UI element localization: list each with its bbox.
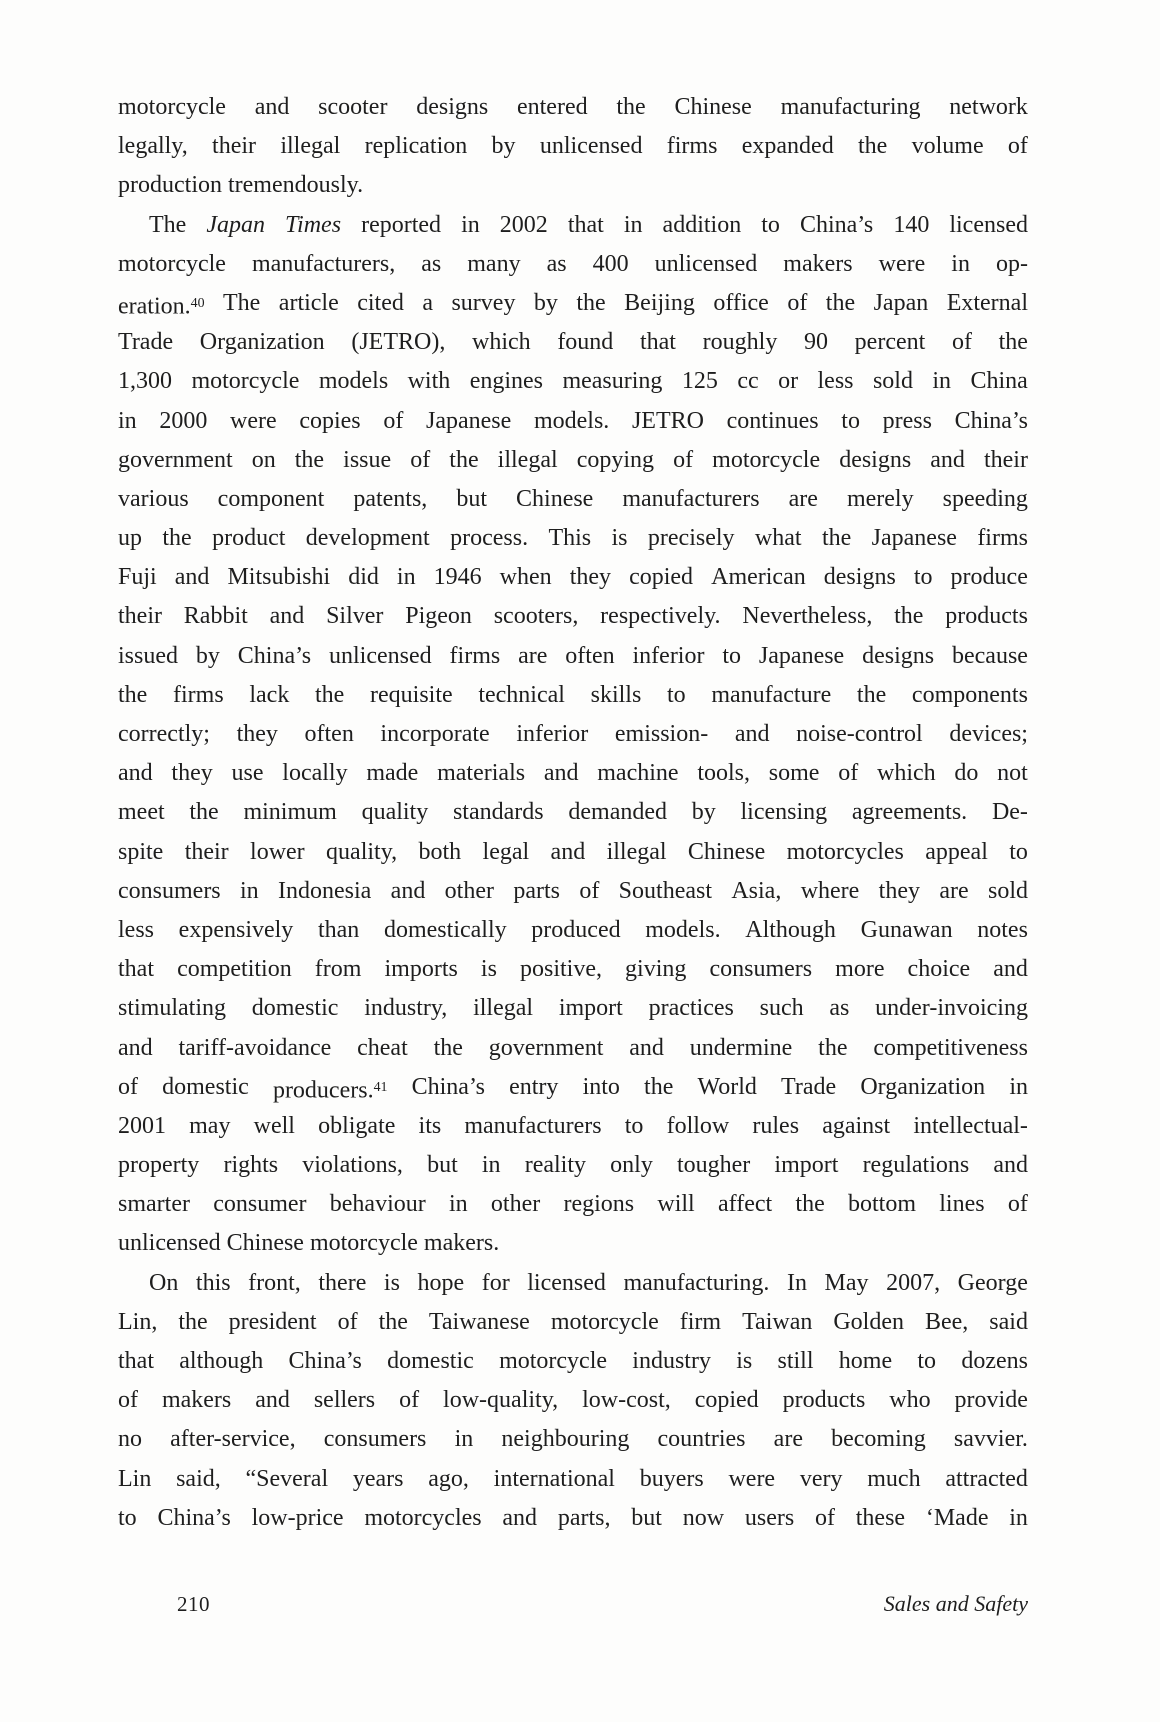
text-line: meet the minimum quality standards demanded by licensing agreements. De- (118, 799, 1028, 826)
text-line: of domestic producers.$^{41}$ China’s entry into the World Trade Organization in (118, 1073, 1028, 1104)
text-line: the firms lack the requisite technical skills to manufacture the components (118, 681, 1028, 708)
text-line: consumers in Indonesia and other parts of Southeast Asia, where they are sold (118, 877, 1028, 904)
text-line: correctly; they often incorporate inferior emission- and noise-control devices; (118, 721, 1028, 747)
paragraph (118, 88, 1028, 206)
text-line: that although China’s domestic motorcycle industry is still home to dozens (118, 1348, 1028, 1374)
body-text (118, 88, 1028, 1538)
text-line: On this front, there is hope for licensed manufacturing. In May 2007, George (149, 1269, 1028, 1296)
text-line: Fuji and Mitsubishi did in 1946 when they copied American designs to produce (118, 564, 1028, 591)
paragraph (118, 1264, 1028, 1538)
text-line: of makers and sellers of low-quality, low-cost, copied products who provide (118, 1387, 1028, 1414)
text-line: issued by China’s unlicensed firms are often inferior to Japanese designs because (118, 642, 1028, 669)
text-line: no after-service, consumers in neighbouring countries are becoming savvier. (118, 1426, 1028, 1453)
text-line: Lin said, “Several years ago, international buyers were very much attracted (118, 1465, 1028, 1492)
text-line: spite their lower quality, both legal and illegal Chinese motorcycles appeal to (118, 838, 1028, 865)
text-line: stimulating domestic industry, illegal import practices such as under-invoicing (118, 995, 1028, 1022)
text-line: motorcycle and scooter designs entered the Chinese manufacturing network (118, 94, 1028, 120)
text-line: property rights violations, but in reality only tougher import regulations and (118, 1152, 1028, 1179)
running-title: Sales and Safety (883, 1591, 1028, 1616)
text-line: eration.$^{40}$ The article cited a survey by the Beijing office of the Japan External (118, 289, 1028, 320)
text-line: various component patents, but Chinese manufacturers are merely speeding (118, 485, 1028, 512)
page-number: 210 (177, 1592, 210, 1616)
text-line: unlicensed Chinese motorcycle makers. (118, 1230, 500, 1257)
text-line: up the product development process. This is precisely what the Japanese firms (118, 525, 1028, 552)
text-line: 2001 may well obligate its manufacturers to follow rules against intellectual- (118, 1112, 1028, 1139)
text-line: 1,300 motorcycle models with engines measuring 125 cc or less sold in China (118, 368, 1028, 395)
text-line: their Rabbit and Silver Pigeon scooters, respectively. Nevertheless, the products (118, 603, 1028, 630)
text-line: motorcycle manufacturers, as many as 400 unlicensed makers were in op- (118, 250, 1028, 277)
text-line: The Japan Times reported in 2002 that in addition to China’s 140 licensed (149, 211, 1028, 238)
text-line: that competition from imports is positive, giving consumers more choice and (118, 956, 1028, 983)
text-line: less expensively than domestically produced models. Although Gunawan notes (118, 916, 1028, 943)
text-line: and tariff-avoidance cheat the government and undermine the competitiveness (118, 1034, 1028, 1061)
text-line: Lin, the president of the Taiwanese motorcycle firm Taiwan Golden Bee, said (118, 1308, 1028, 1335)
text-line: smarter consumer behaviour in other regions will affect the bottom lines of (118, 1191, 1028, 1218)
text-line: production tremendously. (118, 172, 364, 199)
text-line: government on the issue of the illegal copying of motorcycle designs and their (118, 446, 1028, 473)
text-line: in 2000 were copies of Japanese models. JETRO continues to press China’s (118, 407, 1028, 434)
text-line: legally, their illegal replication by unlicensed firms expanded the volume of (118, 133, 1028, 160)
page-footer (118, 1589, 1028, 1619)
text-line: and they use locally made materials and machine tools, some of which do not (118, 760, 1028, 787)
text-line: Trade Organization (JETRO), which found that roughly 90 percent of the (118, 329, 1028, 356)
text-line: to China’s low-price motorcycles and parts, but now users of these ‘Made in (118, 1504, 1028, 1531)
paragraph (118, 206, 1028, 1264)
